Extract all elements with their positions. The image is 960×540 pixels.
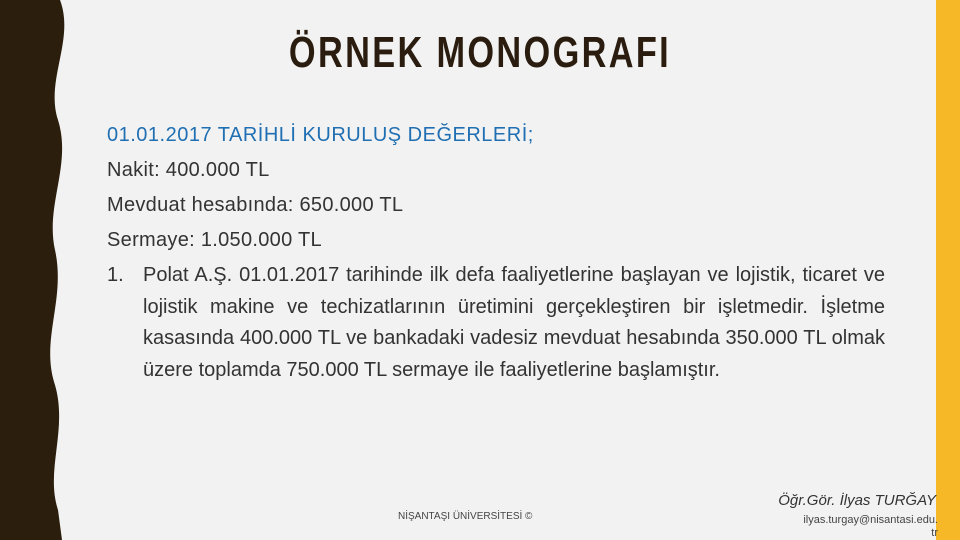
slide-content — [107, 124, 887, 386]
capital-line: Sermaye: 1.050.000 TL — [107, 229, 322, 251]
accent-bar — [936, 0, 960, 540]
list-item — [107, 260, 887, 386]
section-heading: 01.01.2017 TARİHLİ KURULUŞ DEĞERLERİ; — [107, 124, 534, 146]
footer-university: NİŞANTAŞI ÜNİVERSİTESİ © — [398, 511, 533, 522]
footer-email — [778, 514, 938, 540]
email-line-2: tr — [931, 527, 938, 539]
cash-line: Nakit: 400.000 TL — [107, 159, 270, 181]
slide-title: ÖRNEK MONOGRAFI — [288, 28, 672, 77]
list-number: 1. — [107, 264, 124, 286]
deposit-line: Mevduat hesabında: 650.000 TL — [107, 194, 404, 216]
email-line-1: ilyas.turgay@nisantasi.edu. — [803, 514, 938, 526]
footer-author: Öğr.Gör. İlyas TURĞAY — [778, 492, 936, 509]
list-text: Polat A.Ş. 01.01.2017 tarihinde ilk defa faaliyetlerine başlayan ve lojistik, ticaret ve lojistik makine ve techizatlarının üretimini gerçekleştiren bir işletmedir. İşletme kasasında 400.000 TL ve bankadaki vadesiz mevduat hesabında 350.000 TL olmak üzere toplamda 750.000 TL sermaye ile faaliyetlerine başlamıştır. — [143, 264, 885, 381]
wavy-left-band — [0, 0, 80, 540]
